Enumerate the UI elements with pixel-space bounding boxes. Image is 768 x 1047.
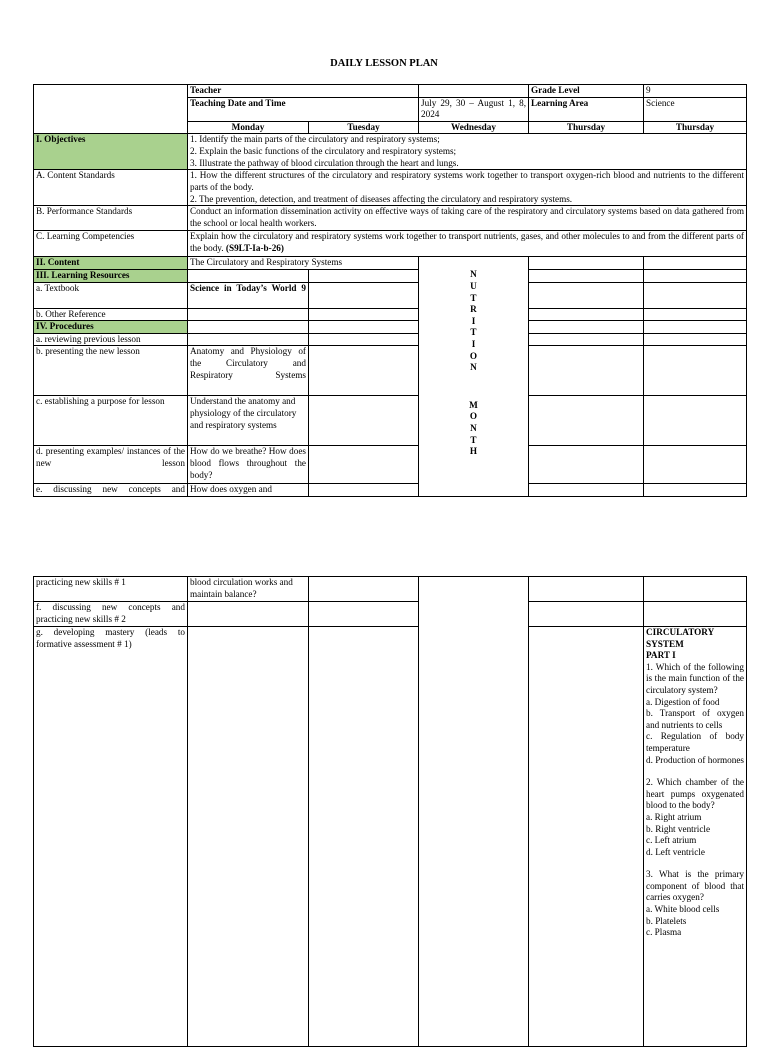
date-label: Teaching Date and Time <box>188 97 419 121</box>
learning-competencies-label: C. Learning Competencies <box>34 231 188 257</box>
day-monday: Monday <box>188 121 309 134</box>
date-value: July 29, 30 – August 1, 8, 2024 <box>419 97 529 121</box>
performance-standards-label: B. Performance Standards <box>34 206 188 231</box>
proc-e-text-cont: blood circulation works and maintain balance? <box>188 577 309 602</box>
content-standards-label: A. Content Standards <box>34 170 188 206</box>
teacher-value <box>419 85 529 98</box>
learning-area-label: Learning Area <box>529 97 644 121</box>
formative-assessment-quiz: CIRCULATORY SYSTEM PART I 1. Which of the following is the main function of the circulatory system? a. Digestion of food b. Transport of oxygen and nutrients to cells c. Regulation of body temperature d. Production of hormones 2. Which chamber of the heart pumps oxygenated blood to the body? a. Right atrium b. Right ventricle c. Left atrium d. Left ventricle 3. What is the primary component of blood that carries oxygen? a. White blood cells b. Platelets c. Plasma <box>644 627 747 1047</box>
corner-cell <box>34 85 188 134</box>
proc-c-text: Understand the anatomy and physiology of the circulatory and respiratory systems <box>188 396 309 446</box>
proc-b-label: b. presenting the new lesson <box>34 346 188 396</box>
proc-f-label: f. discussing new concepts and practicing new skills # 2 <box>34 602 188 627</box>
nutrition-month-column-cont <box>419 577 529 1047</box>
objectives-label: I. Objectives <box>34 134 188 170</box>
lesson-plan-table-continued <box>33 576 747 1047</box>
day-tuesday: Tuesday <box>309 121 419 134</box>
proc-e-text: How does oxygen and <box>188 484 309 497</box>
proc-a-label: a. reviewing previous lesson <box>34 333 188 346</box>
textbook-text: Science in Today’s World 9 <box>188 282 309 308</box>
proc-c-label: c. establishing a purpose for lesson <box>34 396 188 446</box>
proc-b-text: Anatomy and Physiology of the Circulatory and Respiratory Systems <box>188 346 309 396</box>
nutrition-month-column: N U T R I T I O N M O N T H <box>419 257 529 497</box>
procedures-label: IV. Procedures <box>34 321 188 334</box>
content-label: II. Content <box>34 257 188 270</box>
objectives-text: 1. Identify the main parts of the circulatory and respiratory systems; 2. Explain the basic functions of the circulatory and respiratory systems; 3. Illustrate the pathway of blood circulation through the heart and lungs. <box>188 134 747 170</box>
page-title: DAILY LESSON PLAN <box>330 58 438 69</box>
performance-standards-text: Conduct an information dissemination activity on effective ways of taking care of the respiratory and circulatory systems based on data gathered from the school or local health workers. <box>188 206 747 231</box>
lesson-plan-table <box>33 84 747 497</box>
day-thursday: Thursday <box>529 121 644 134</box>
day-wednesday: Wednesday <box>419 121 529 134</box>
learning-resources-label: III. Learning Resources <box>34 269 188 282</box>
proc-d-label: d. presenting examples/ instances of the new lesson <box>34 446 188 484</box>
grade-level-label: Grade Level <box>529 85 644 98</box>
day-thursday-2: Thursday <box>644 121 747 134</box>
teacher-label: Teacher <box>188 85 419 98</box>
grade-level-value: 9 <box>644 85 747 98</box>
content-standards-text: 1. How the different structures of the circulatory and respiratory systems work together to transport oxygen-rich blood and nutrients to the different parts of the body. 2. The prevention, detection, and treatment of diseases affecting the circulatory and respiratory systems. <box>188 170 747 206</box>
other-reference-label: b. Other Reference <box>34 308 188 321</box>
proc-e-label-cont: practicing new skills # 1 <box>34 577 188 602</box>
proc-e-label: e. discussing new concepts and <box>34 484 188 497</box>
learning-area-value: Science <box>644 97 747 121</box>
learning-competencies-text: Explain how the circulatory and respiratory systems work together to transport nutrients, gases, and other molecules to and from the different parts of the body. (S9LT-Ia-b-26) <box>188 231 747 257</box>
textbook-label: a. Textbook <box>34 282 188 308</box>
proc-g-label: g. developing mastery (leads to formative assessment # 1) <box>34 627 188 1047</box>
proc-d-text: How do we breathe? How does blood flows throughout the body? <box>188 446 309 484</box>
content-text: The Circulatory and Respiratory Systems <box>188 257 419 270</box>
